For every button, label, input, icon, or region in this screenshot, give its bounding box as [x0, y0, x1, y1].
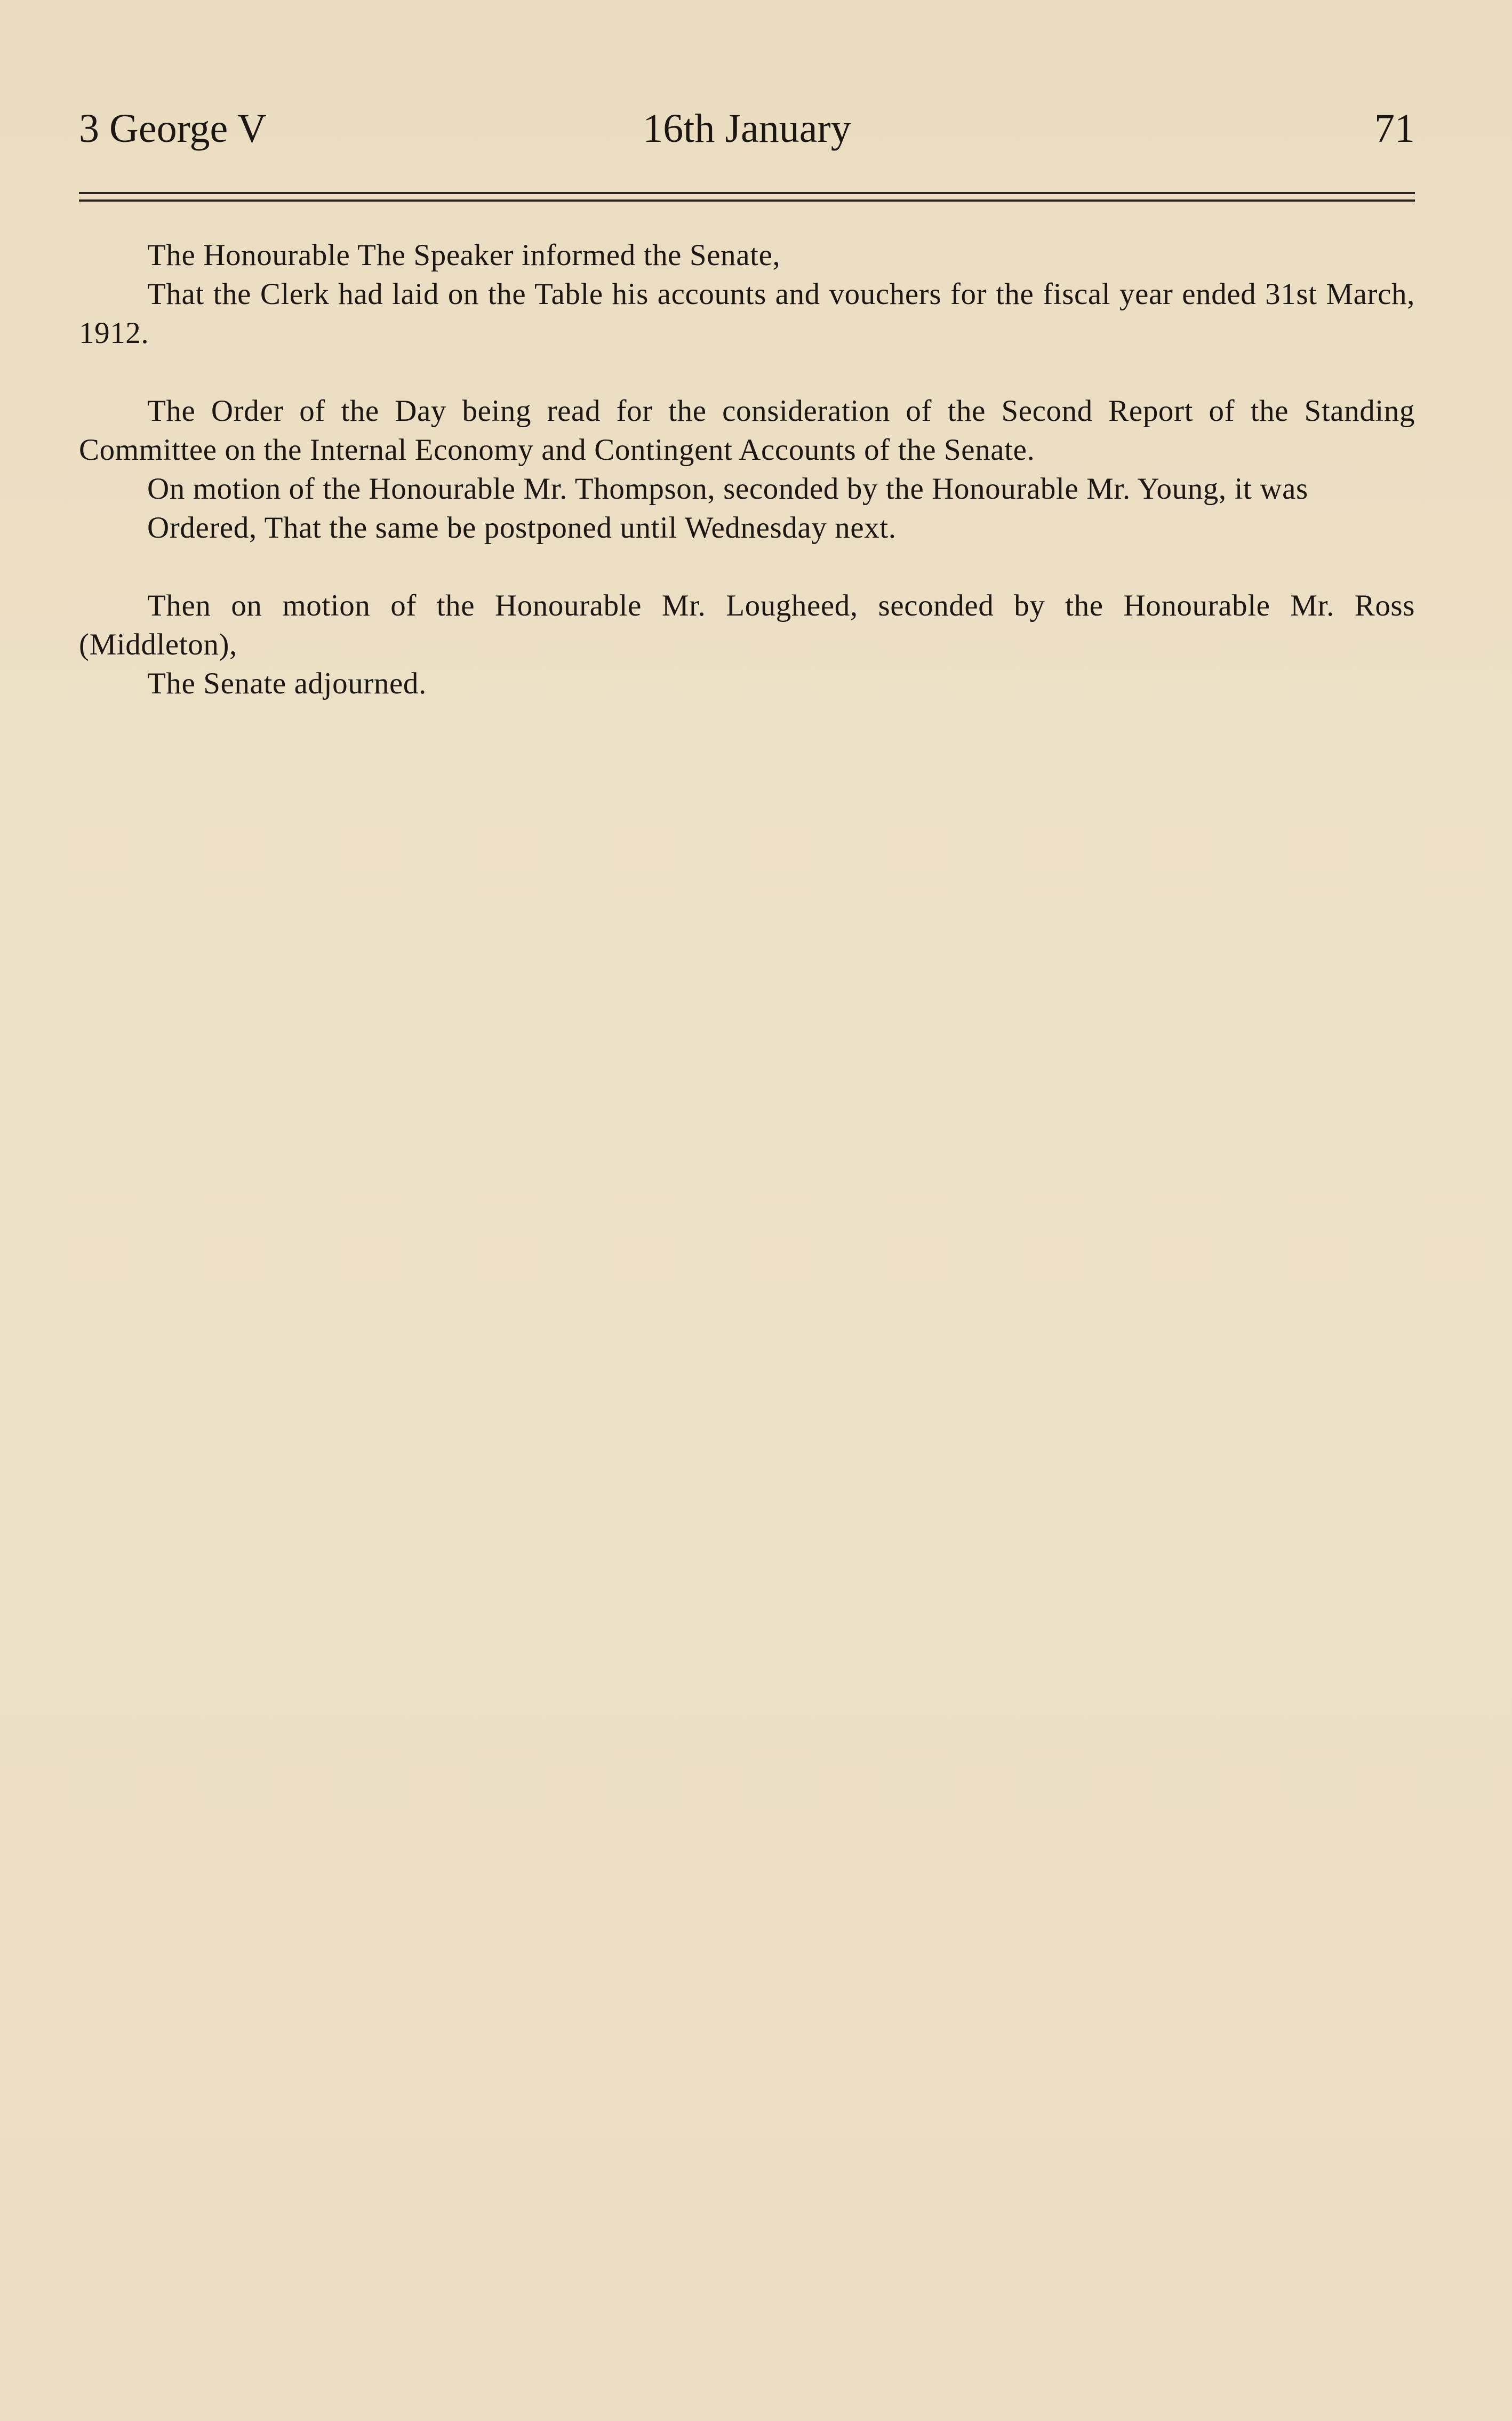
paragraph-order-of-day: The Order of the Day being read for the consideration of the Second Report of the Standing Committee on the Internal Economy and Contingent Accounts of the Senate.	[79, 394, 1415, 467]
paragraph-clerk-accounts: That the Clerk had laid on the Table his accounts and vouchers for the fiscal year ended 31st March, 1912.	[79, 277, 1415, 350]
paragraph-senate-adjourned: The Senate adjourned.	[147, 667, 427, 700]
header-rule-top	[79, 192, 1415, 194]
header-date: 16th January	[643, 106, 851, 151]
journal-entry	[79, 236, 1415, 703]
paragraph-motion-thompson: On motion of the Honourable Mr. Thompson, seconded by the Honourable Mr. Young, it was	[147, 472, 1308, 506]
page-number: 71	[1374, 106, 1415, 151]
header-rule-bottom	[79, 199, 1415, 202]
paragraph-motion-lougheed: Then on motion of the Honourable Mr. Lougheed, seconded by the Honourable Mr. Ross (Middleton),	[79, 589, 1415, 661]
paragraph-gap	[79, 353, 1415, 391]
header-regnal-year: 3 George V	[79, 106, 267, 151]
paragraph-speaker-informed: The Honourable The Speaker informed the Senate,	[147, 238, 781, 272]
paragraph-ordered-postponed: Ordered, That the same be postponed until Wednesday next.	[147, 511, 897, 545]
running-head	[79, 105, 1415, 153]
paragraph-gap	[79, 547, 1415, 586]
